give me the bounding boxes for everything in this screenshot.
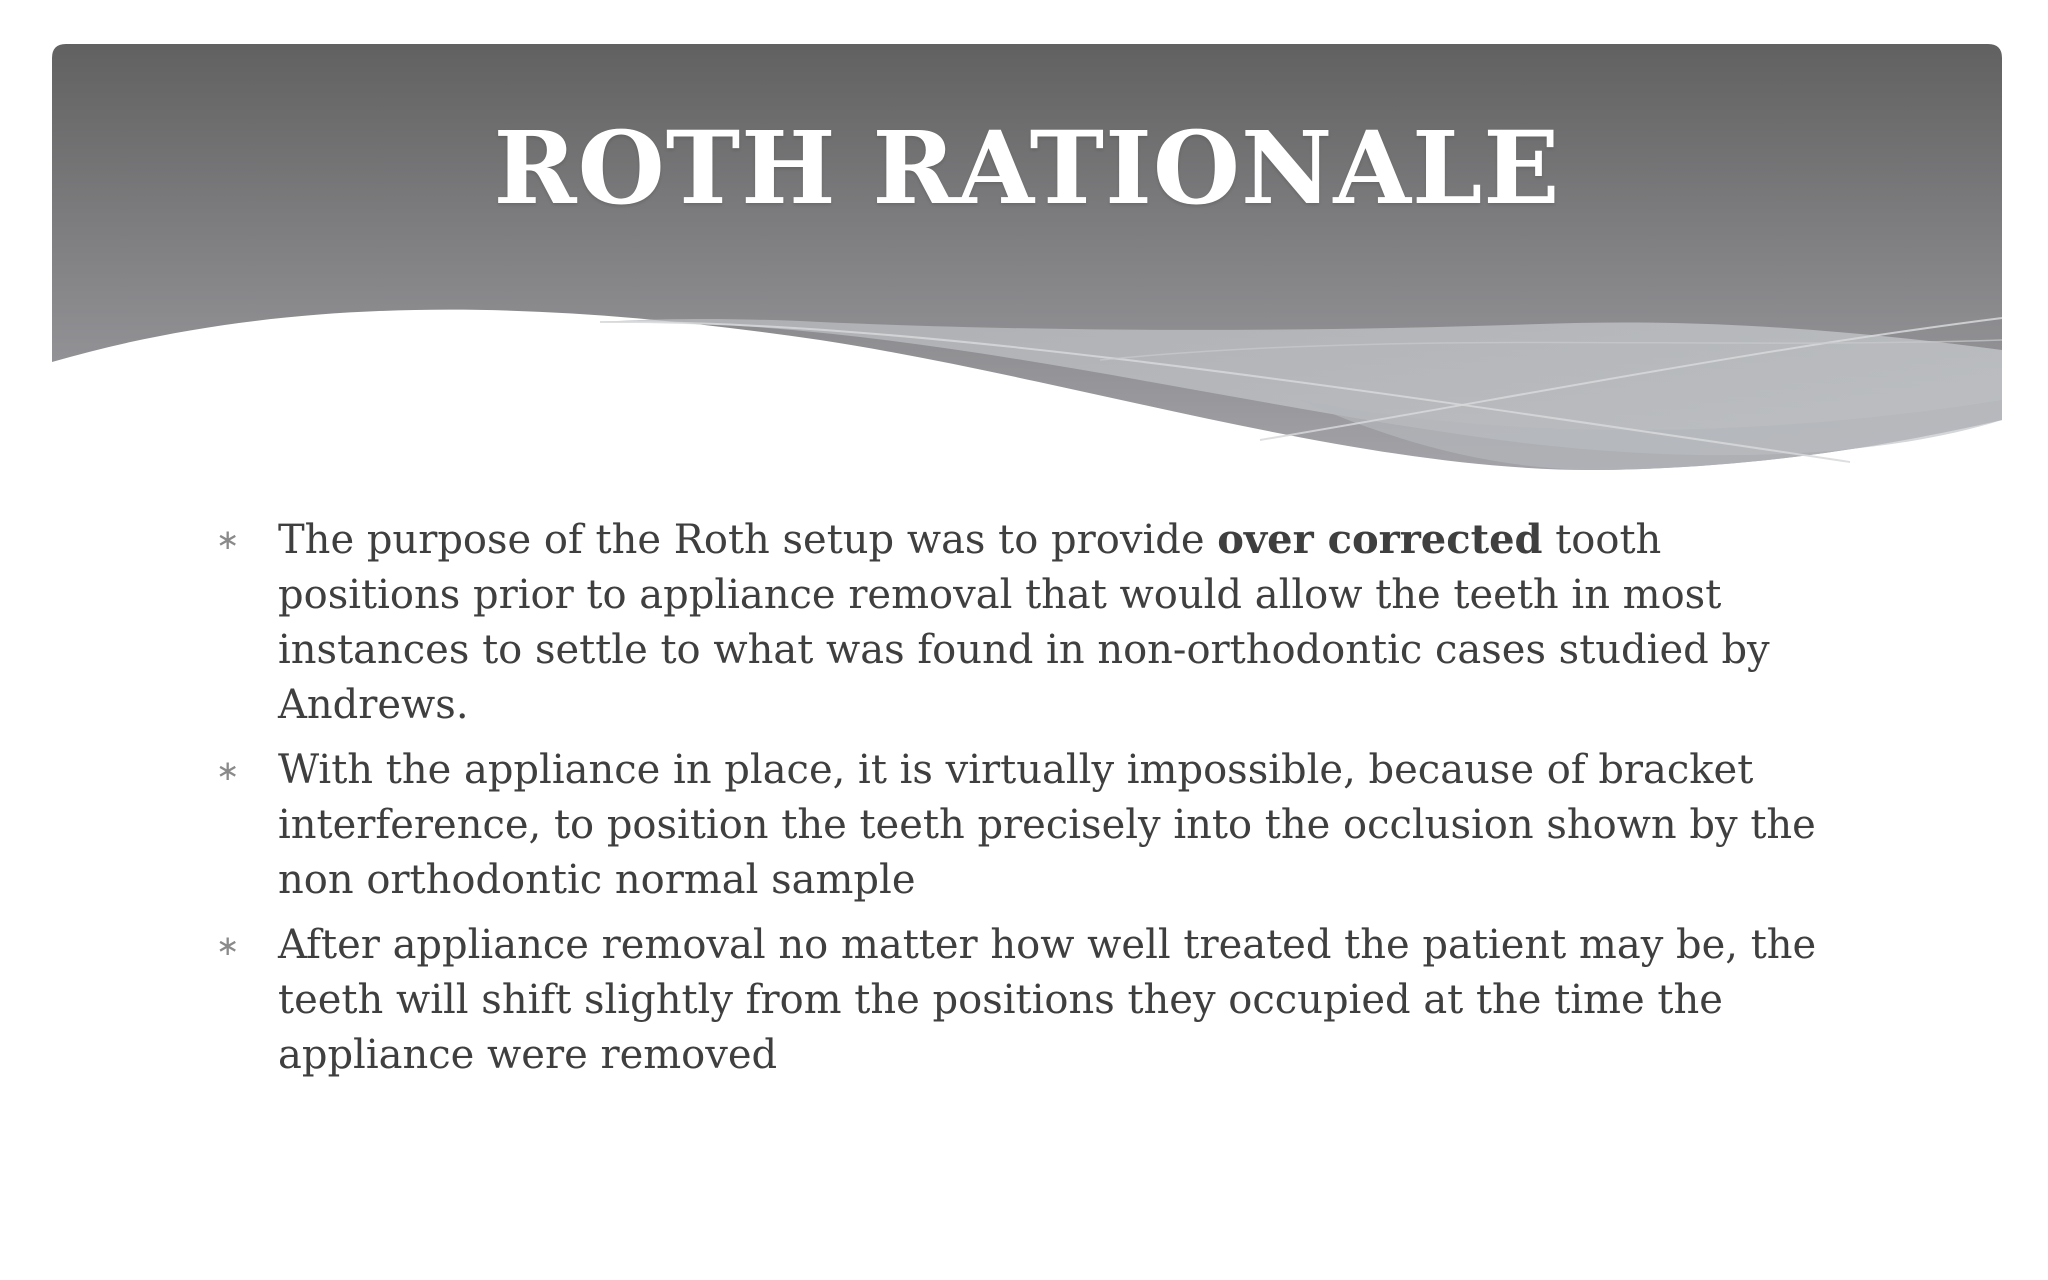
bullet-text: After appliance removal no matter how well treated the patient may be, the teeth will shift slightly from the positions they occupied at the time the appliance were removed <box>278 922 1817 1078</box>
bullet-item <box>210 918 1850 1083</box>
asterisk-bullet-icon: ∗ <box>216 929 240 962</box>
bullet-text: With the appliance in place, it is virtually impossible, because of bracket interference, to position the teeth precisely into the occlusion shown by the non orthodontic normal sample <box>278 747 1816 903</box>
bullet-text-bold: over corrected <box>1217 516 1543 563</box>
bullet-list <box>210 512 1850 1093</box>
slide-title: ROTH RATIONALE <box>493 109 1561 227</box>
bullet-text: tooth positions prior to appliance removal that would allow the teeth in most instances to settle to what was found in non-orthodontic cases studied by Andrews. <box>278 517 1770 728</box>
bullet-text: The purpose of the Roth setup was to provide <box>278 517 1218 563</box>
bullet-item <box>210 743 1850 908</box>
bullet-item <box>210 512 1850 733</box>
header-wave-band <box>0 0 2048 500</box>
asterisk-bullet-icon: ∗ <box>216 523 240 556</box>
asterisk-bullet-icon: ∗ <box>216 754 240 787</box>
